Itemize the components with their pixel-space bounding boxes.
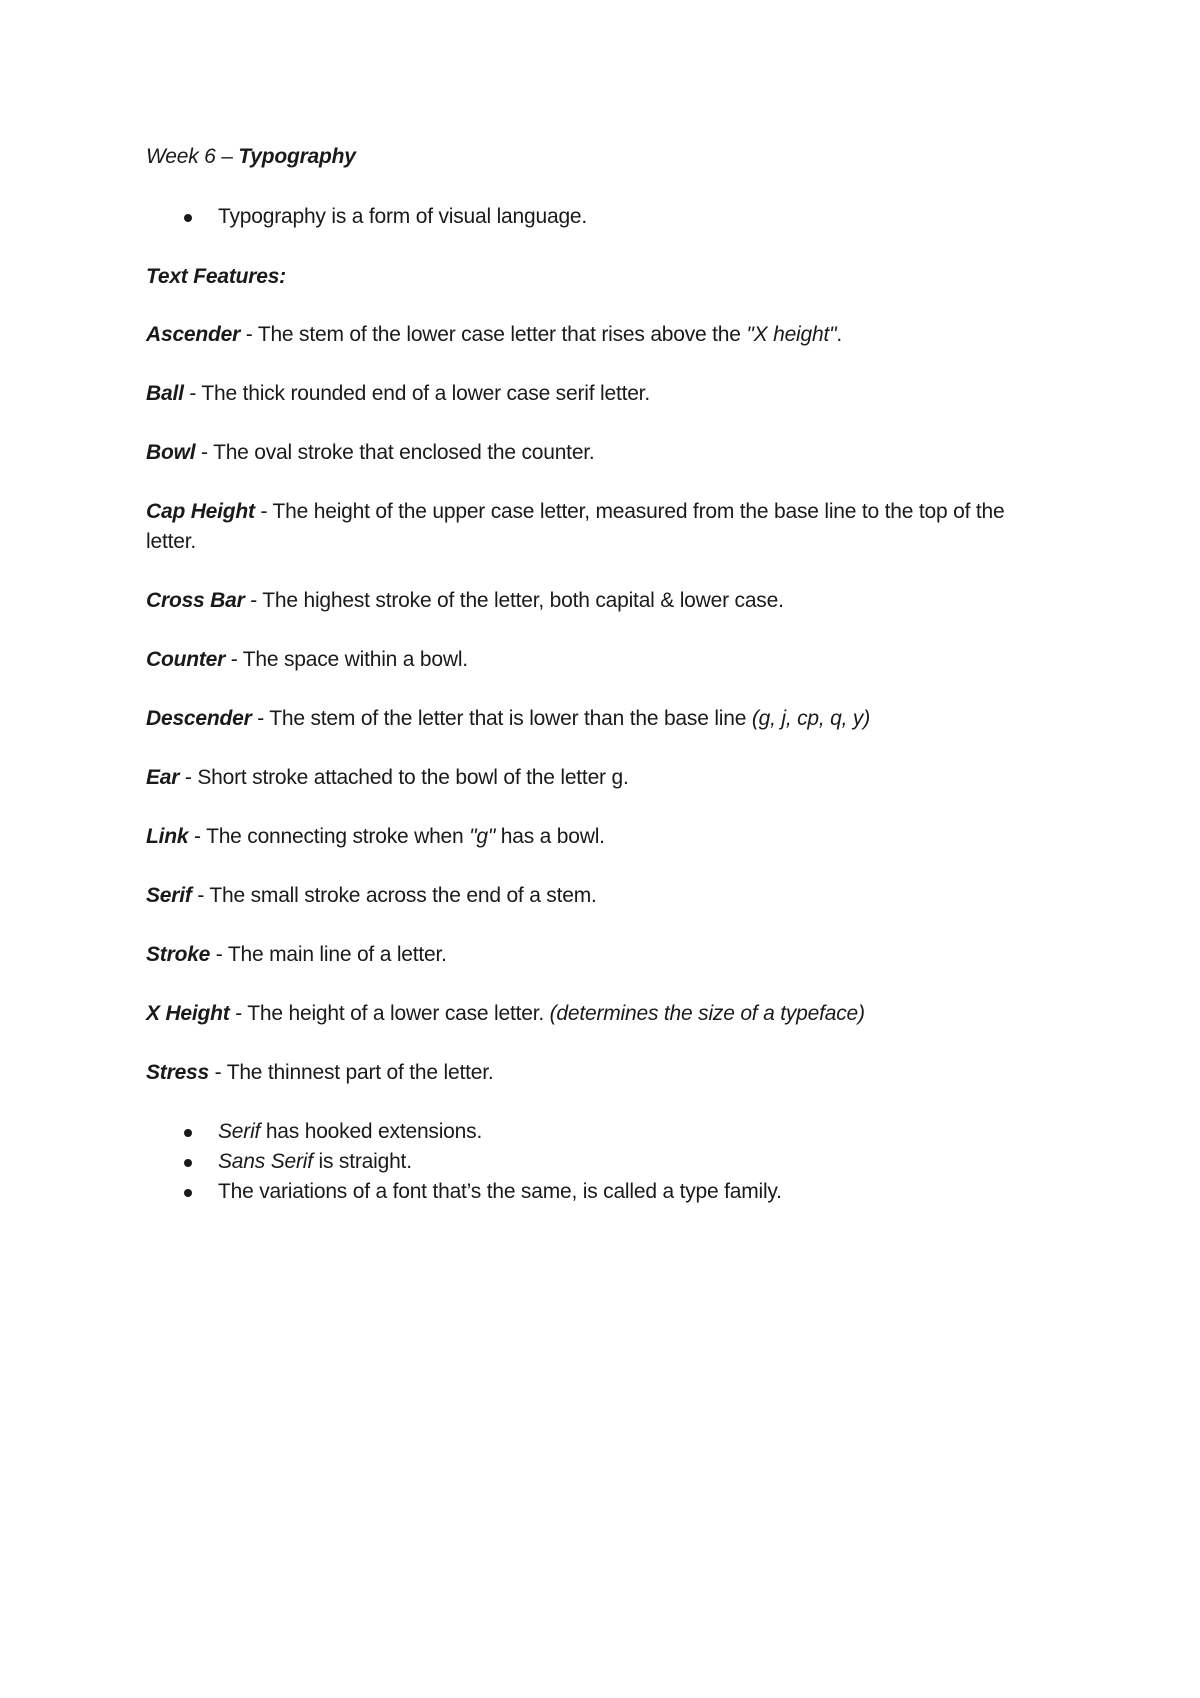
term-after: . bbox=[836, 323, 843, 346]
summary-text: is straight. bbox=[312, 1150, 412, 1173]
term-separator: - bbox=[251, 707, 270, 730]
term-italic: (determines the size of a typeface) bbox=[549, 1002, 865, 1025]
term-row-stroke bbox=[146, 940, 1046, 970]
term-row-bowl bbox=[146, 438, 1046, 468]
term-row-stress bbox=[146, 1058, 1046, 1088]
summary-italic: Sans Serif bbox=[218, 1150, 313, 1173]
page-title bbox=[146, 142, 1046, 172]
term-definition: The main line of a letter. bbox=[227, 943, 447, 966]
summary-text: has hooked extensions. bbox=[260, 1120, 483, 1143]
term-name: Link bbox=[146, 825, 189, 848]
term-definition: The thinnest part of the letter. bbox=[226, 1061, 494, 1084]
term-definition: The space within a bowl. bbox=[242, 648, 468, 671]
term-separator: - bbox=[210, 943, 228, 966]
summary-list bbox=[146, 1117, 1046, 1207]
term-separator: - bbox=[254, 500, 273, 523]
term-italic: (g, j, cp, q, y) bbox=[751, 707, 871, 730]
term-row-link bbox=[146, 822, 1046, 852]
term-separator: - bbox=[225, 648, 243, 671]
term-name: Stroke bbox=[146, 943, 211, 966]
summary-bullet bbox=[146, 1117, 1046, 1147]
title-week: Week 6 – bbox=[146, 145, 239, 168]
term-separator: - bbox=[209, 1061, 227, 1084]
term-separator: - bbox=[179, 766, 198, 789]
term-definition: The stem of the lower case letter that rises above the bbox=[257, 323, 747, 346]
term-definition: The height of the upper case letter, measured from the base line to the top of the letter. bbox=[146, 500, 1005, 553]
term-name: X Height bbox=[146, 1002, 230, 1025]
term-row-ear bbox=[146, 763, 1046, 793]
term-row-ball bbox=[146, 379, 1046, 409]
term-name: Ear bbox=[146, 766, 180, 789]
term-after: has a bowl. bbox=[495, 825, 605, 848]
intro-bullet: Typography is a form of visual language. bbox=[146, 202, 1046, 232]
term-row-counter bbox=[146, 645, 1046, 675]
term-name: Cap Height bbox=[146, 500, 255, 523]
term-row-cap-height bbox=[146, 497, 1046, 557]
term-name: Descender bbox=[146, 707, 252, 730]
title-topic: Typography bbox=[238, 145, 356, 168]
summary-italic: Serif bbox=[218, 1120, 261, 1143]
term-italic: "g" bbox=[469, 825, 496, 848]
summary-text: The variations of a font that’s the same, is called a type family. bbox=[218, 1180, 782, 1203]
term-definition: The height of a lower case letter. bbox=[247, 1002, 550, 1025]
term-name: Cross Bar bbox=[146, 589, 245, 612]
summary-bullet bbox=[146, 1177, 1046, 1207]
term-separator: - bbox=[195, 441, 214, 464]
term-separator: - bbox=[229, 1002, 248, 1025]
term-definition: Short stroke attached to the bowl of the letter g. bbox=[197, 766, 629, 789]
term-name: Serif bbox=[146, 884, 192, 907]
term-name: Ascender bbox=[146, 323, 241, 346]
term-row-x-height bbox=[146, 999, 1046, 1029]
term-definition: The highest stroke of the letter, both capital & lower case. bbox=[262, 589, 784, 612]
summary-bullet bbox=[146, 1147, 1046, 1177]
term-name: Bowl bbox=[146, 441, 196, 464]
term-separator: - bbox=[240, 323, 258, 346]
term-row-ascender bbox=[146, 320, 1046, 350]
term-separator: - bbox=[183, 382, 202, 405]
intro-list bbox=[146, 202, 1046, 232]
term-row-serif bbox=[146, 881, 1046, 911]
term-row-descender bbox=[146, 704, 1046, 734]
term-separator: - bbox=[188, 825, 207, 848]
section-heading: Text Features: bbox=[146, 265, 286, 288]
term-definition: The connecting stroke when bbox=[206, 825, 470, 848]
term-definition: The thick rounded end of a lower case serif letter. bbox=[201, 382, 650, 405]
term-italic: "X height" bbox=[746, 323, 837, 346]
term-name: Counter bbox=[146, 648, 226, 671]
term-separator: - bbox=[244, 589, 263, 612]
document-body bbox=[146, 142, 1046, 1207]
term-row-cross-bar bbox=[146, 586, 1046, 616]
term-name: Ball bbox=[146, 382, 184, 405]
term-definition: The oval stroke that enclosed the counter. bbox=[213, 441, 595, 464]
term-separator: - bbox=[191, 884, 210, 907]
term-name: Stress bbox=[146, 1061, 210, 1084]
term-definition: The stem of the letter that is lower than the base line bbox=[269, 707, 752, 730]
term-definition: The small stroke across the end of a stem. bbox=[209, 884, 597, 907]
